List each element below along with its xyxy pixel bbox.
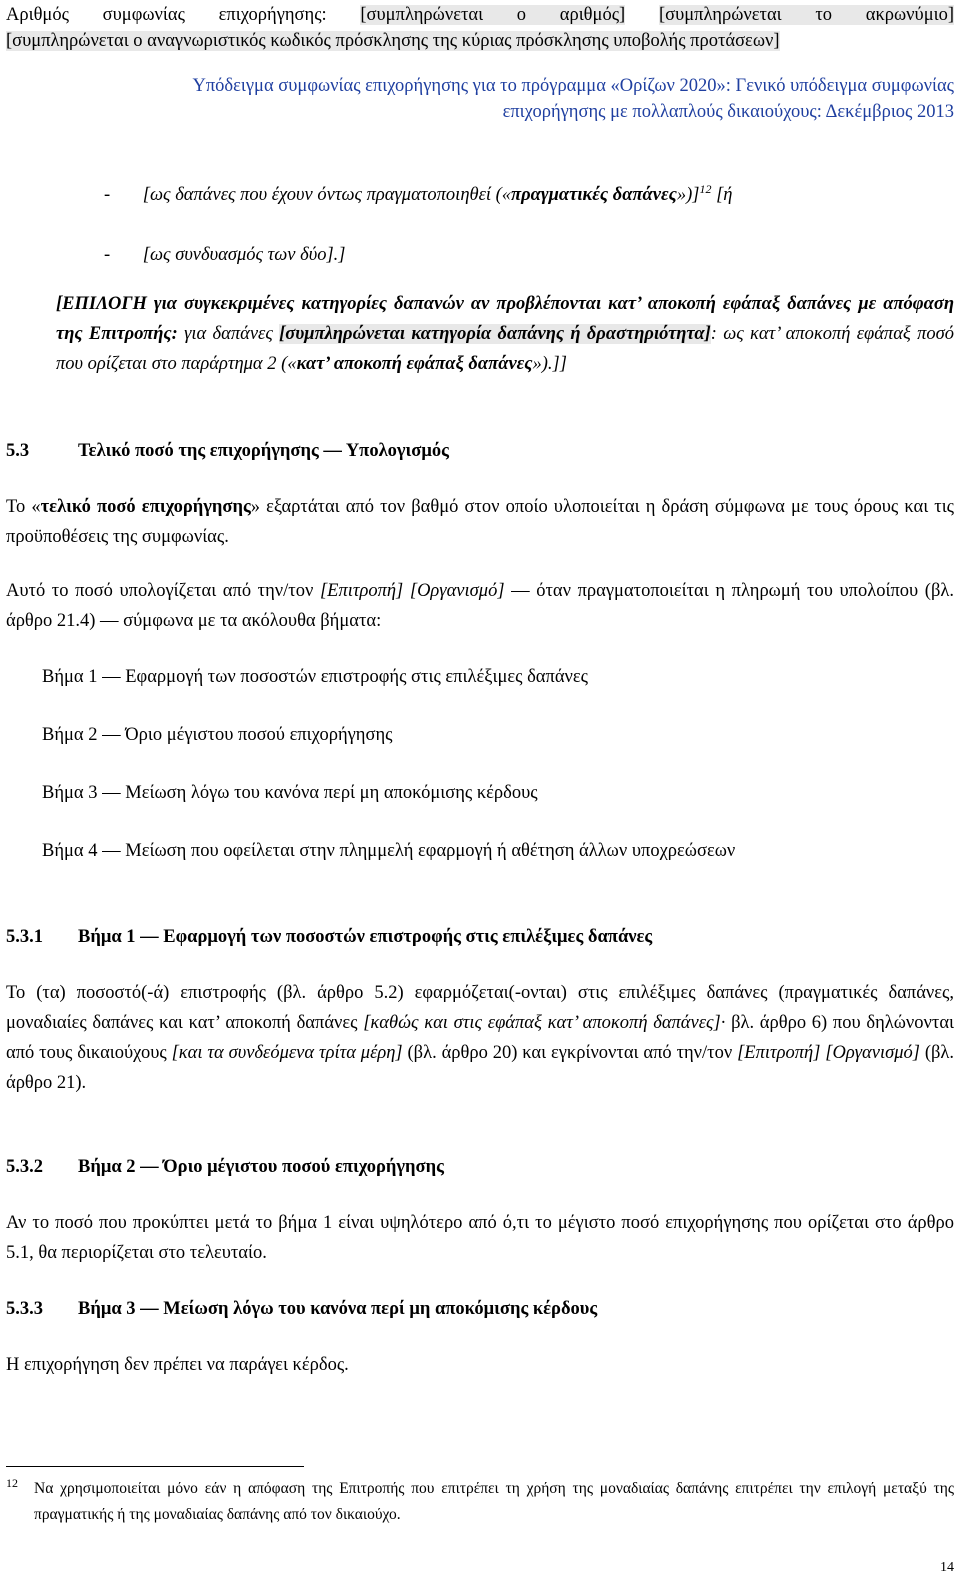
page-header <box>6 2 954 54</box>
step-3-item: Βήμα 3 — Μείωση λόγω του κανόνα περί μη αποκόμισης κέρδους <box>42 783 538 803</box>
footnote-mark: 12 <box>6 1476 18 1490</box>
option-lump-sum-paragraph: [ΕΠΙΛΟΓΗ για συγκεκριμένες κατηγορίες δαπανών αν προβλέπονται κατ’ αποκοπή εφάπαξ δαπάνες με απόφαση της Επιτροπής: για δαπάνες [συμπληρώνεται κατηγορία δαπάνης ή δραστηριότητα]: ως κατ’ αποκοπή εφάπαξ ποσό που ορίζεται στο παράρτημα 2 («κατ’ αποκοπή εφάπαξ δαπάνες»).]] <box>56 294 954 374</box>
acronym-placeholder: [συμπληρώνεται το ακρωνύμιο] <box>658 5 955 25</box>
section-5-3-para-2: Αυτό το ποσό υπολογίζεται από την/τον [Επιτροπή] [Οργανισμό] — όταν πραγματοποιείται η πληρωμή του υπολοίπου (βλ. άρθρο 21.4) — σύμφωνα με τα ακόλουθα βήματα: <box>6 581 954 631</box>
footnote-separator <box>6 1466 304 1467</box>
header-line-1: Αριθμός συμφωνίας επιχορήγησης: [συμπληρώνεται ο αριθμός] [συμπληρώνεται το ακρωνύμιο] <box>6 5 955 25</box>
page-number: 14 <box>940 1560 954 1575</box>
section-5-3-3-text: Η επιχορήγηση δεν πρέπει να παράγει κέρδος. <box>6 1355 349 1375</box>
section-5-3-3-heading: 5.3.3 Βήμα 3 — Μείωση λόγω του κανόνα περί μη αποκόμισης κέρδους <box>6 1299 598 1319</box>
footnote-text: Να χρησιμοποιείται μόνο εάν η απόφαση της Επιτροπής που επιτρέπει τη χρήση της μοναδιαίας δαπάνης επιτρέπει την επιλογή μεταξύ της πραγματικής ή της μοναδιαίας δαπάνης από τον δικαιούχο. <box>34 1480 954 1523</box>
section-5-3-para-1: Το «τελικό ποσό επιχορήγησης» εξαρτάται από τον βαθμό στον οποίο υλοποιείται η δράση σύμφωνα με τους όρους και τις προϋποθέσεις της συμφωνίας. <box>6 497 955 547</box>
footnote-12 <box>6 1476 954 1528</box>
footnote-ref-12: 12 <box>699 181 712 196</box>
agreement-number-placeholder: [συμπληρώνεται ο αριθμός] <box>360 5 626 25</box>
cost-category-placeholder: [συμπληρώνεται κατηγορία δαπάνης ή δραστηριότητα] <box>279 324 711 344</box>
section-5-3-2-heading: 5.3.2 Βήμα 2 — Όριο μέγιστου ποσού επιχορήγησης <box>6 1157 444 1177</box>
bullet-combination: - [ως συνδυασμός των δύο].] <box>104 245 346 265</box>
section-5-3-heading: 5.3 Τελικό ποσό της επιχορήγησης — Υπολογισμός <box>6 441 449 461</box>
step-4-item: Βήμα 4 — Μείωση που οφείλεται στην πλημμελή εφαρμογή ή αθέτηση άλλων υποχρεώσεων <box>42 841 736 861</box>
document-subtitle: Υπόδειγμα συμφωνίας επιχορήγησης για το πρόγραμμα «Ορίζων 2020»: Γενικό υπόδειγμα συμφωνίας επιχορήγησης με πολλαπλούς δικαιούχους: Δεκέμβριος 2013 <box>192 76 954 122</box>
section-5-3-2-text: Αν το ποσό που προκύπτει μετά το βήμα 1 είναι υψηλότερο από ό,τι το μέγιστο ποσό επιχορήγησης που ορίζεται στο άρθρο 5.1, θα περιορίζεται στο τελευταίο. <box>6 1213 954 1263</box>
section-5-3-1-text: Το (τα) ποσοστό(-ά) επιστροφής (βλ. άρθρο 5.2) εφαρμόζεται(-ονται) στις επιλέξιμες δαπάνες (πραγματικές δαπάνες, μοναδιαίες δαπάνες και κατ’ αποκοπή δαπάνες [καθώς και στις εφάπαξ κατ’ αποκοπή δαπάνες]· βλ. άρθρο 6) που δηλώνονται από τους δικαιούχους [και τα συνδεόμενα τρίτα μέρη] (βλ. άρθρο 20) και εγκρίνονται από την/τον [Επιτροπή] [Οργανισμό] (βλ. άρθρο 21). <box>6 983 955 1093</box>
step-2-item: Βήμα 2 — Όριο μέγιστου ποσού επιχορήγησης <box>42 725 393 745</box>
step-1-item: Βήμα 1 — Εφαρμογή των ποσοστών επιστροφής στις επιλέξιμες δαπάνες <box>42 667 588 687</box>
section-5-3-1-heading: 5.3.1 Βήμα 1 — Εφαρμογή των ποσοστών επιστροφής στις επιλέξιμες δαπάνες <box>6 927 653 947</box>
bullet-actual-costs: - [ως δαπάνες που έχουν όντως πραγματοποιηθεί («πραγματικές δαπάνες»)]$^{12}$ [ή <box>104 181 733 205</box>
header-line-2: [συμπληρώνεται ο αναγνωριστικός κωδικός πρόσκλησης της κύριας πρόσκλησης υποβολής προτάσεων] <box>6 31 780 51</box>
